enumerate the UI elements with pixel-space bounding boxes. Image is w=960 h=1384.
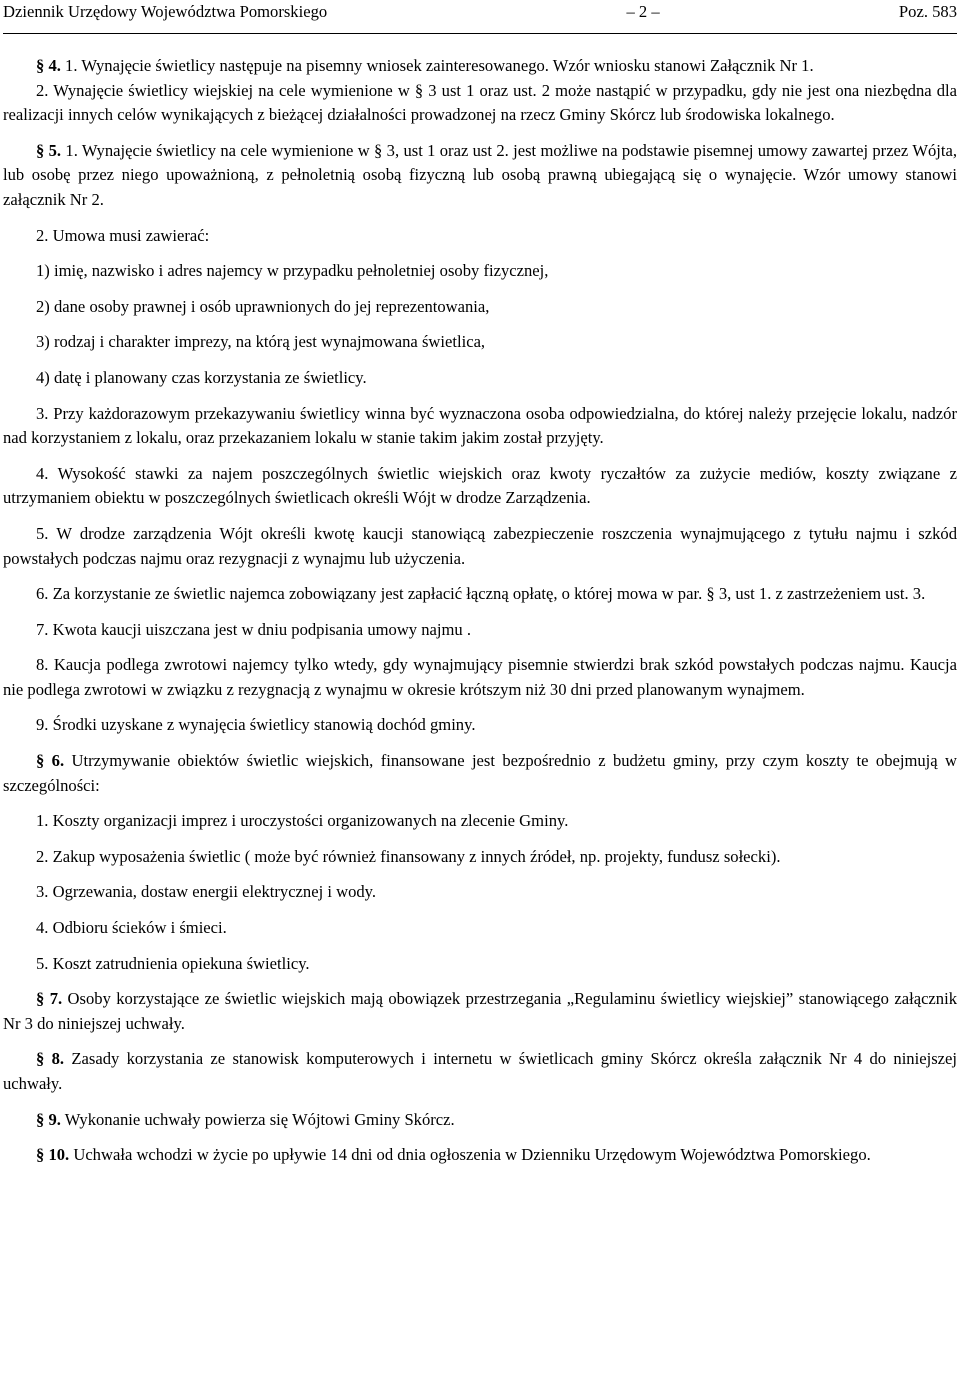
- section-mark: § 5.: [36, 140, 62, 160]
- journal-title: Dziennik Urzędowy Województwa Pomorskiego: [3, 2, 328, 21]
- paragraph-7: § 7. Osoby korzystające ze świetlic wiejskich mają obowiązek przestrzegania „Regulaminu świetlicy wiejskiej” stanowiącego załącznik Nr 3 do niniejszej uchwały.: [3, 989, 957, 1033]
- paragraph-4-2: 2. Wynajęcie świetlicy wiejskiej na cele wymienione w § 3 ust 1 oraz ust. 2 może nastąpić w przypadku, gdy nie jest ona niezbędna dla realizacji innych celów wynikających z bieżącej działalności prowadzonej na rzecz Gminy Skórcz lub środowiska lokalnego.: [3, 80, 957, 125]
- list-item: 4) datę i planowany czas korzystania ze świetlicy.: [36, 367, 367, 387]
- paragraph-5-8: 8. Kaucja podlega zwrotowi najemcy tylko wtedy, gdy wynajmujący pisemnie stwierdzi brak szkód powstałych podczas najmu. Kaucja nie podlega zwrotowi w związku z rezygnacją z wynajmu w okresie krótszym niż 30 dni przed planowanym wynajmem.: [3, 655, 957, 699]
- section-mark: § 10.: [36, 1145, 70, 1165]
- list-item: 3) rodzaj i charakter imprezy, na którą jest wynajmowana świetlica,: [36, 332, 486, 352]
- list-item: 1) imię, nazwisko i adres najemcy w przypadku pełnoletniej osoby fizycznej,: [36, 261, 549, 281]
- section-mark: § 9.: [36, 1109, 61, 1129]
- paragraph-5-5: 5. W drodze zarządzenia Wójt określi kwotę kaucji stanowiącą zabezpieczenie roszczenia wynajmującego z tytułu najmu i szkód powstałych podczas najmu oraz rezygnacji z wynajmu lub użyczenia.: [3, 523, 957, 568]
- paragraph-10: § 10. Uchwała wchodzi w życie po upływie 14 dni od dnia ogłoszenia w Dzienniku Urzędowym Województwa Pomorskiego.: [36, 1145, 871, 1165]
- document-body: [3, 34, 957, 1168]
- paragraph-5-2: 2. Umowa musi zawierać:: [36, 225, 210, 245]
- list-item: 2. Zakup wyposażenia świetlic ( może być również finansowany z innych źródeł, np. projekty, fundusz sołecki).: [36, 846, 781, 866]
- paragraph-5-9: 9. Środki uzyskane z wynajęcia świetlicy stanowią dochód gminy.: [36, 715, 476, 735]
- section-mark: § 4.: [36, 56, 61, 75]
- section-mark: § 8.: [36, 1049, 65, 1069]
- paragraph-8: § 8. Zasady korzystania ze stanowisk komputerowych i internetu w świetlicach gminy Skórcz określa załącznik Nr 4 do niniejszej uchwały.: [3, 1049, 957, 1093]
- section-mark: § 7.: [36, 989, 63, 1009]
- list-item: 3. Ogrzewania, dostaw energii elektrycznej i wody.: [36, 882, 377, 902]
- page-header: [3, 0, 957, 34]
- paragraph-5-3: 3. Przy każdorazowym przekazywaniu świetlicy winna być wyznaczona osoba odpowiedzialna, do której należy przejęcie lokalu, nadzór nad korzystaniem z lokalu, oraz przekazaniem lokalu w stanie takim jakim został przyjęty.: [3, 403, 957, 448]
- list-item: 2) dane osoby prawnej i osób uprawnionych do jej reprezentowania,: [36, 296, 490, 316]
- paragraph-4-1: § 4. 1. Wynajęcie świetlicy następuje na pisemny wniosek zainteresowanego. Wzór wniosku stanowi Załącznik Nr 1.: [36, 56, 814, 75]
- section-mark: § 6.: [36, 751, 65, 771]
- paragraph-5-6: 6. Za korzystanie ze świetlic najemca zobowiązany jest zapłacić łączną opłatę, o której mowa w par. § 3, ust 1. z zastrzeżeniem ust. 3.: [36, 584, 926, 604]
- paragraph-6: § 6. Utrzymywanie obiektów świetlic wiejskich, finansowane jest bezpośrednio z budżetu gminy, przy czym koszty te obejmują w szczególności:: [3, 751, 958, 795]
- list-item: 1. Koszty organizacji imprez i uroczystości organizowanych na zlecenie Gminy.: [36, 811, 569, 831]
- list-item: 5. Koszt zatrudnienia opiekuna świetlicy.: [36, 953, 310, 973]
- paragraph-9: § 9. Wykonanie uchwały powierza się Wójtowi Gminy Skórcz.: [36, 1109, 455, 1129]
- paragraph-5-4: 4. Wysokość stawki za najem poszczególnych świetlic wiejskich oraz kwoty ryczałtów za zużycie mediów, koszty związane z utrzymaniem obiektu w poszczególnych świetlicach określi Wójt w drodze Zarządzenia.: [3, 463, 957, 508]
- paragraph-5-7: 7. Kwota kaucji uiszczana jest w dniu podpisania umowy najmu .: [36, 619, 472, 639]
- list-item: 4. Odbioru ścieków i śmieci.: [36, 918, 227, 938]
- page-number: – 2 –: [626, 2, 660, 21]
- position-number: Poz. 583: [898, 2, 957, 21]
- paragraph-5-1: § 5. 1. Wynajęcie świetlicy na cele wymienione w § 3, ust 1 oraz ust 2. jest możliwe na podstawie pisemnej umowy zawartej przez Wójta, lub osobę przez niego upoważnioną, z pełnoletnią osobą fizyczną lub osobą prawną ubiegającą się o wynajęcie. Wzór umowy stanowi załącznik Nr 2.: [3, 140, 958, 209]
